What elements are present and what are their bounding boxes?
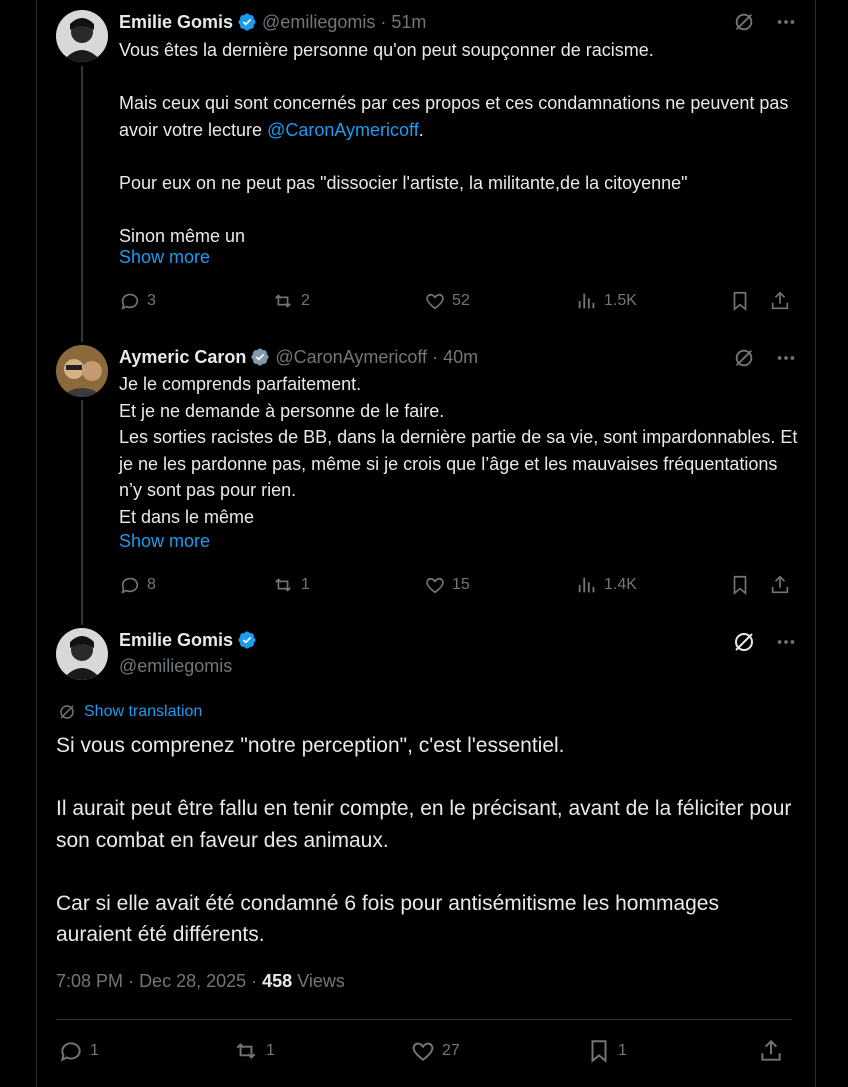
repost-count: 1 — [266, 1042, 275, 1059]
reply-button[interactable] — [119, 286, 156, 316]
verified-badge-icon — [250, 347, 270, 367]
share-button[interactable] — [769, 286, 791, 316]
views-count: 1.5K — [604, 292, 637, 309]
views-button[interactable] — [576, 570, 637, 600]
tweet-text: Je le comprends parfaitement. Et je ne demande à personne de le faire. Les sorties racistes de BB, dans la dernière partie de sa vie, sont impardonnables. Et je ne les pardonne pas, même si je crois que l’âge et les mauvaises fréquentations n’y sont pas pour rien. Et dans le même — [119, 374, 798, 527]
repost-icon — [271, 574, 295, 596]
tweet-time[interactable]: 51m — [391, 11, 427, 32]
bookmark-button[interactable] — [729, 286, 751, 316]
avatar[interactable] — [56, 628, 108, 680]
author-handle[interactable]: @CaronAymericoff — [275, 346, 428, 367]
verified-badge-icon — [237, 12, 257, 32]
heart-icon — [410, 1038, 436, 1064]
views-count: 1.4K — [604, 576, 637, 593]
tweet-time[interactable]: 7:08 PM — [56, 971, 124, 991]
more-options-icon[interactable] — [772, 344, 800, 372]
repost-button[interactable] — [232, 1036, 275, 1066]
like-button[interactable] — [424, 570, 470, 600]
views-total: 458 — [262, 971, 293, 991]
separator-dot: · — [380, 11, 387, 32]
tweet-date[interactable]: Dec 28, 2025 — [139, 971, 247, 991]
reply-icon — [58, 1038, 84, 1064]
tweet-time[interactable]: 40m — [443, 346, 479, 367]
tweet-header — [119, 345, 478, 369]
tweet-text — [119, 37, 789, 249]
tweet-text-part: Vous êtes la dernière personne qu'on peut soupçonner de racisme. Mais ceux qui sont concernés par ces propos et ces condamnations ne peuvent pas avoir votre lecture — [119, 40, 789, 140]
tweet-top-actions — [730, 8, 800, 36]
tweet-actions — [119, 286, 799, 316]
thread-line — [81, 400, 83, 625]
separator-dot: · — [432, 346, 439, 367]
translate-icon — [58, 703, 76, 721]
heart-icon — [424, 290, 446, 312]
repost-button[interactable] — [271, 286, 310, 316]
like-button[interactable] — [410, 1036, 460, 1066]
reply-count: 3 — [147, 292, 156, 309]
avatar-photo-icon — [56, 345, 108, 397]
bookmark-count: 1 — [618, 1042, 627, 1059]
show-more-link[interactable]: Show more — [119, 247, 211, 267]
avatar[interactable] — [56, 345, 108, 397]
grok-icon[interactable] — [730, 8, 758, 36]
views-button[interactable] — [576, 286, 637, 316]
more-options-icon[interactable] — [772, 628, 800, 656]
reply-count: 8 — [147, 576, 156, 593]
grok-icon[interactable] — [730, 628, 758, 656]
avatar-photo-icon — [56, 10, 108, 62]
repost-count: 1 — [301, 576, 310, 593]
mention-link[interactable]: @CaronAymericoff — [267, 119, 419, 140]
like-count: 27 — [442, 1042, 460, 1059]
share-button[interactable] — [769, 570, 791, 600]
repost-button[interactable] — [271, 570, 310, 600]
like-button[interactable] — [424, 286, 470, 316]
repost-count: 2 — [301, 292, 310, 309]
author-name[interactable]: Aymeric Caron — [119, 346, 247, 367]
show-translation-label: Show translation — [84, 703, 203, 720]
like-count: 15 — [452, 576, 470, 593]
bookmark-icon — [729, 290, 751, 312]
separator-dot: · — [251, 971, 263, 991]
bookmark-button[interactable] — [586, 1036, 627, 1066]
show-translation-button[interactable] — [58, 703, 202, 721]
views-label: Views — [297, 971, 345, 991]
grok-icon[interactable] — [730, 344, 758, 372]
author-name[interactable]: Emilie Gomis — [119, 11, 234, 32]
reply-button[interactable] — [119, 570, 156, 600]
tweet-header — [119, 10, 426, 34]
bookmark-icon — [586, 1038, 612, 1064]
like-count: 52 — [452, 292, 470, 309]
reply-button[interactable] — [58, 1036, 99, 1066]
avatar[interactable] — [56, 10, 108, 62]
tweet-top-actions — [730, 344, 800, 372]
thread-line — [81, 66, 83, 342]
tweet-actions — [119, 570, 799, 600]
views-chart-icon — [576, 290, 598, 312]
bookmark-button[interactable] — [729, 570, 751, 600]
views-chart-icon — [576, 574, 598, 596]
main-author — [119, 628, 262, 652]
main-tweet-actions — [58, 1036, 788, 1066]
tweet-top-actions — [730, 628, 800, 656]
repost-icon — [232, 1038, 260, 1064]
share-icon — [769, 574, 791, 596]
tweet-text-part: . Pour eux on ne peut pas "dissocier l'artiste, la militante,de la citoyenne" Sinon même un — [119, 119, 688, 246]
author-name[interactable]: Emilie Gomis — [119, 629, 234, 650]
more-options-icon[interactable] — [772, 8, 800, 36]
repost-icon — [271, 290, 295, 312]
share-icon — [758, 1038, 784, 1064]
verified-badge-icon — [237, 630, 257, 650]
divider — [56, 1019, 792, 1020]
avatar-photo-icon — [56, 628, 108, 680]
tweet-meta — [56, 971, 345, 992]
author-handle[interactable]: @emiliegomis — [262, 11, 376, 32]
main-tweet-text: Si vous comprenez "notre perception", c'est l'essentiel. Il aurait peut être fallu en tenir compte, en le précisant, avant de la féliciter pour son combat en faveur des animaux. Car si elle avait été condamné 6 fois pour antisémitisme les hommages auraient été différents. — [56, 734, 792, 946]
separator-dot: · — [128, 971, 140, 991]
reply-icon — [119, 574, 141, 596]
reply-count: 1 — [90, 1042, 99, 1059]
bookmark-icon — [729, 574, 751, 596]
share-button[interactable] — [758, 1036, 784, 1066]
show-more-link[interactable]: Show more — [119, 531, 211, 551]
reply-icon — [119, 290, 141, 312]
share-icon — [769, 290, 791, 312]
author-handle[interactable]: @emiliegomis — [119, 656, 233, 676]
heart-icon — [424, 574, 446, 596]
